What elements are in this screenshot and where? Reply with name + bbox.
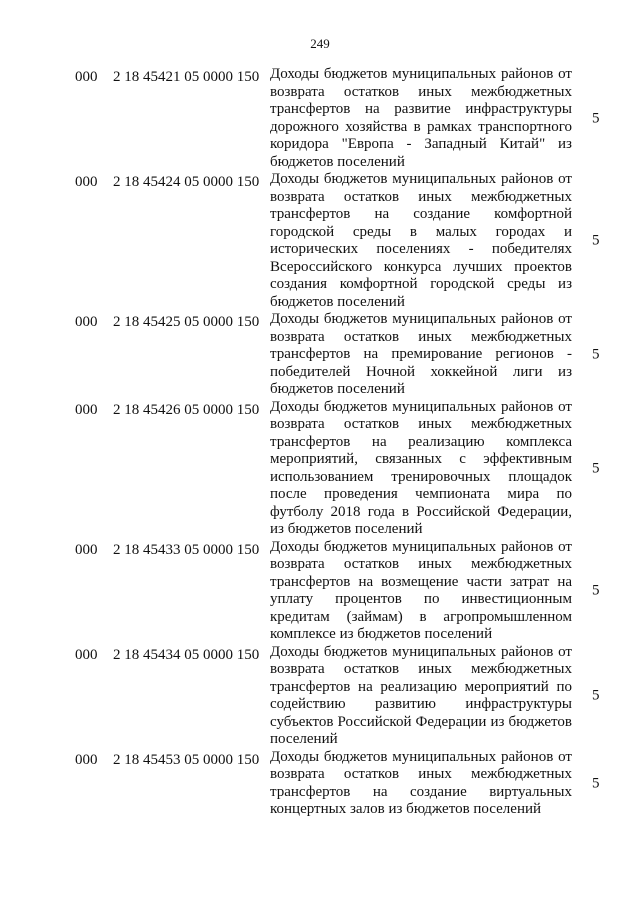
revenue-description: Доходы бюджетов муниципальных районов от возврата остатков иных межбюджетных трансфертов на создание комфортной городской среды в малых городах и исторических поселениях - победителях Всероссийского конкурса лучших проектов создания комфортной городской среды из бюджетов поселений (270, 171, 572, 310)
distribution-norm: 5 (592, 110, 600, 126)
revenue-description: Доходы бюджетов муниципальных районов от возврата остатков иных межбюджетных трансфертов на развитие инфраструктуры дорожного хозяйства в рамках транспортного коридора "Европа - Западный Китай" из бюджетов поселений (270, 66, 572, 170)
table-row (0, 539, 640, 644)
distribution-norm: 5 (592, 775, 600, 791)
admin-code: 000 (75, 541, 98, 558)
kbk-code: 2 18 45434 05 0000 150 (113, 646, 260, 663)
kbk-code: 2 18 45426 05 0000 150 (113, 401, 260, 418)
table-row (0, 171, 640, 311)
distribution-norm: 5 (592, 232, 600, 249)
kbk-code: 2 18 45425 05 0000 150 (113, 314, 260, 330)
table-row (0, 644, 640, 749)
admin-code: 000 (75, 646, 98, 663)
revenue-description: Доходы бюджетов муниципальных районов от возврата остатков иных межбюджетных трансфертов на реализацию комплекса мероприятий, связанных с эффективным использованием тренировочных площадок после проведения чемпионата мира по футболу 2018 года в Российской Федерации, из бюджетов поселений (270, 398, 572, 537)
revenue-description: Доходы бюджетов муниципальных районов от возврата остатков иных межбюджетных трансфертов на реализацию мероприятий по содействию развитию инфраструктуры субъектов Российской Федерации из бюджетов поселений (270, 643, 572, 747)
revenue-classification-table (0, 66, 640, 819)
distribution-norm: 5 (592, 582, 600, 599)
admin-code: 000 (75, 751, 98, 768)
distribution-norm: 5 (592, 346, 600, 363)
kbk-code: 2 18 45433 05 0000 150 (113, 541, 260, 558)
admin-code: 000 (75, 401, 98, 418)
table-row (0, 749, 640, 819)
page-number: 249 (310, 36, 330, 51)
admin-code: 000 (75, 69, 98, 85)
revenue-description: Доходы бюджетов муниципальных районов от возврата остатков иных межбюджетных трансфертов на премирование регионов - победителей Ночной хоккейной лиги из бюджетов поселений (270, 311, 572, 397)
revenue-description: Доходы бюджетов муниципальных районов от возврата остатков иных межбюджетных трансфертов на создание виртуальных концертных залов из бюджетов поселений (270, 748, 572, 817)
kbk-code: 2 18 45421 05 0000 150 (113, 69, 260, 85)
table-row (0, 399, 640, 539)
distribution-norm: 5 (592, 687, 600, 704)
table-row (0, 311, 640, 399)
distribution-norm: 5 (592, 460, 600, 476)
kbk-code: 2 18 45453 05 0000 150 (113, 751, 260, 768)
admin-code: 000 (75, 314, 98, 330)
admin-code: 000 (75, 174, 98, 190)
revenue-description: Доходы бюджетов муниципальных районов от возврата остатков иных межбюджетных трансфертов на возмещение части затрат на уплату процентов по инвестиционным кредитам (займам) в агропромышленном комплексе из бюджетов поселений (270, 538, 572, 642)
table-row (0, 66, 640, 171)
kbk-code: 2 18 45424 05 0000 150 (113, 174, 260, 190)
